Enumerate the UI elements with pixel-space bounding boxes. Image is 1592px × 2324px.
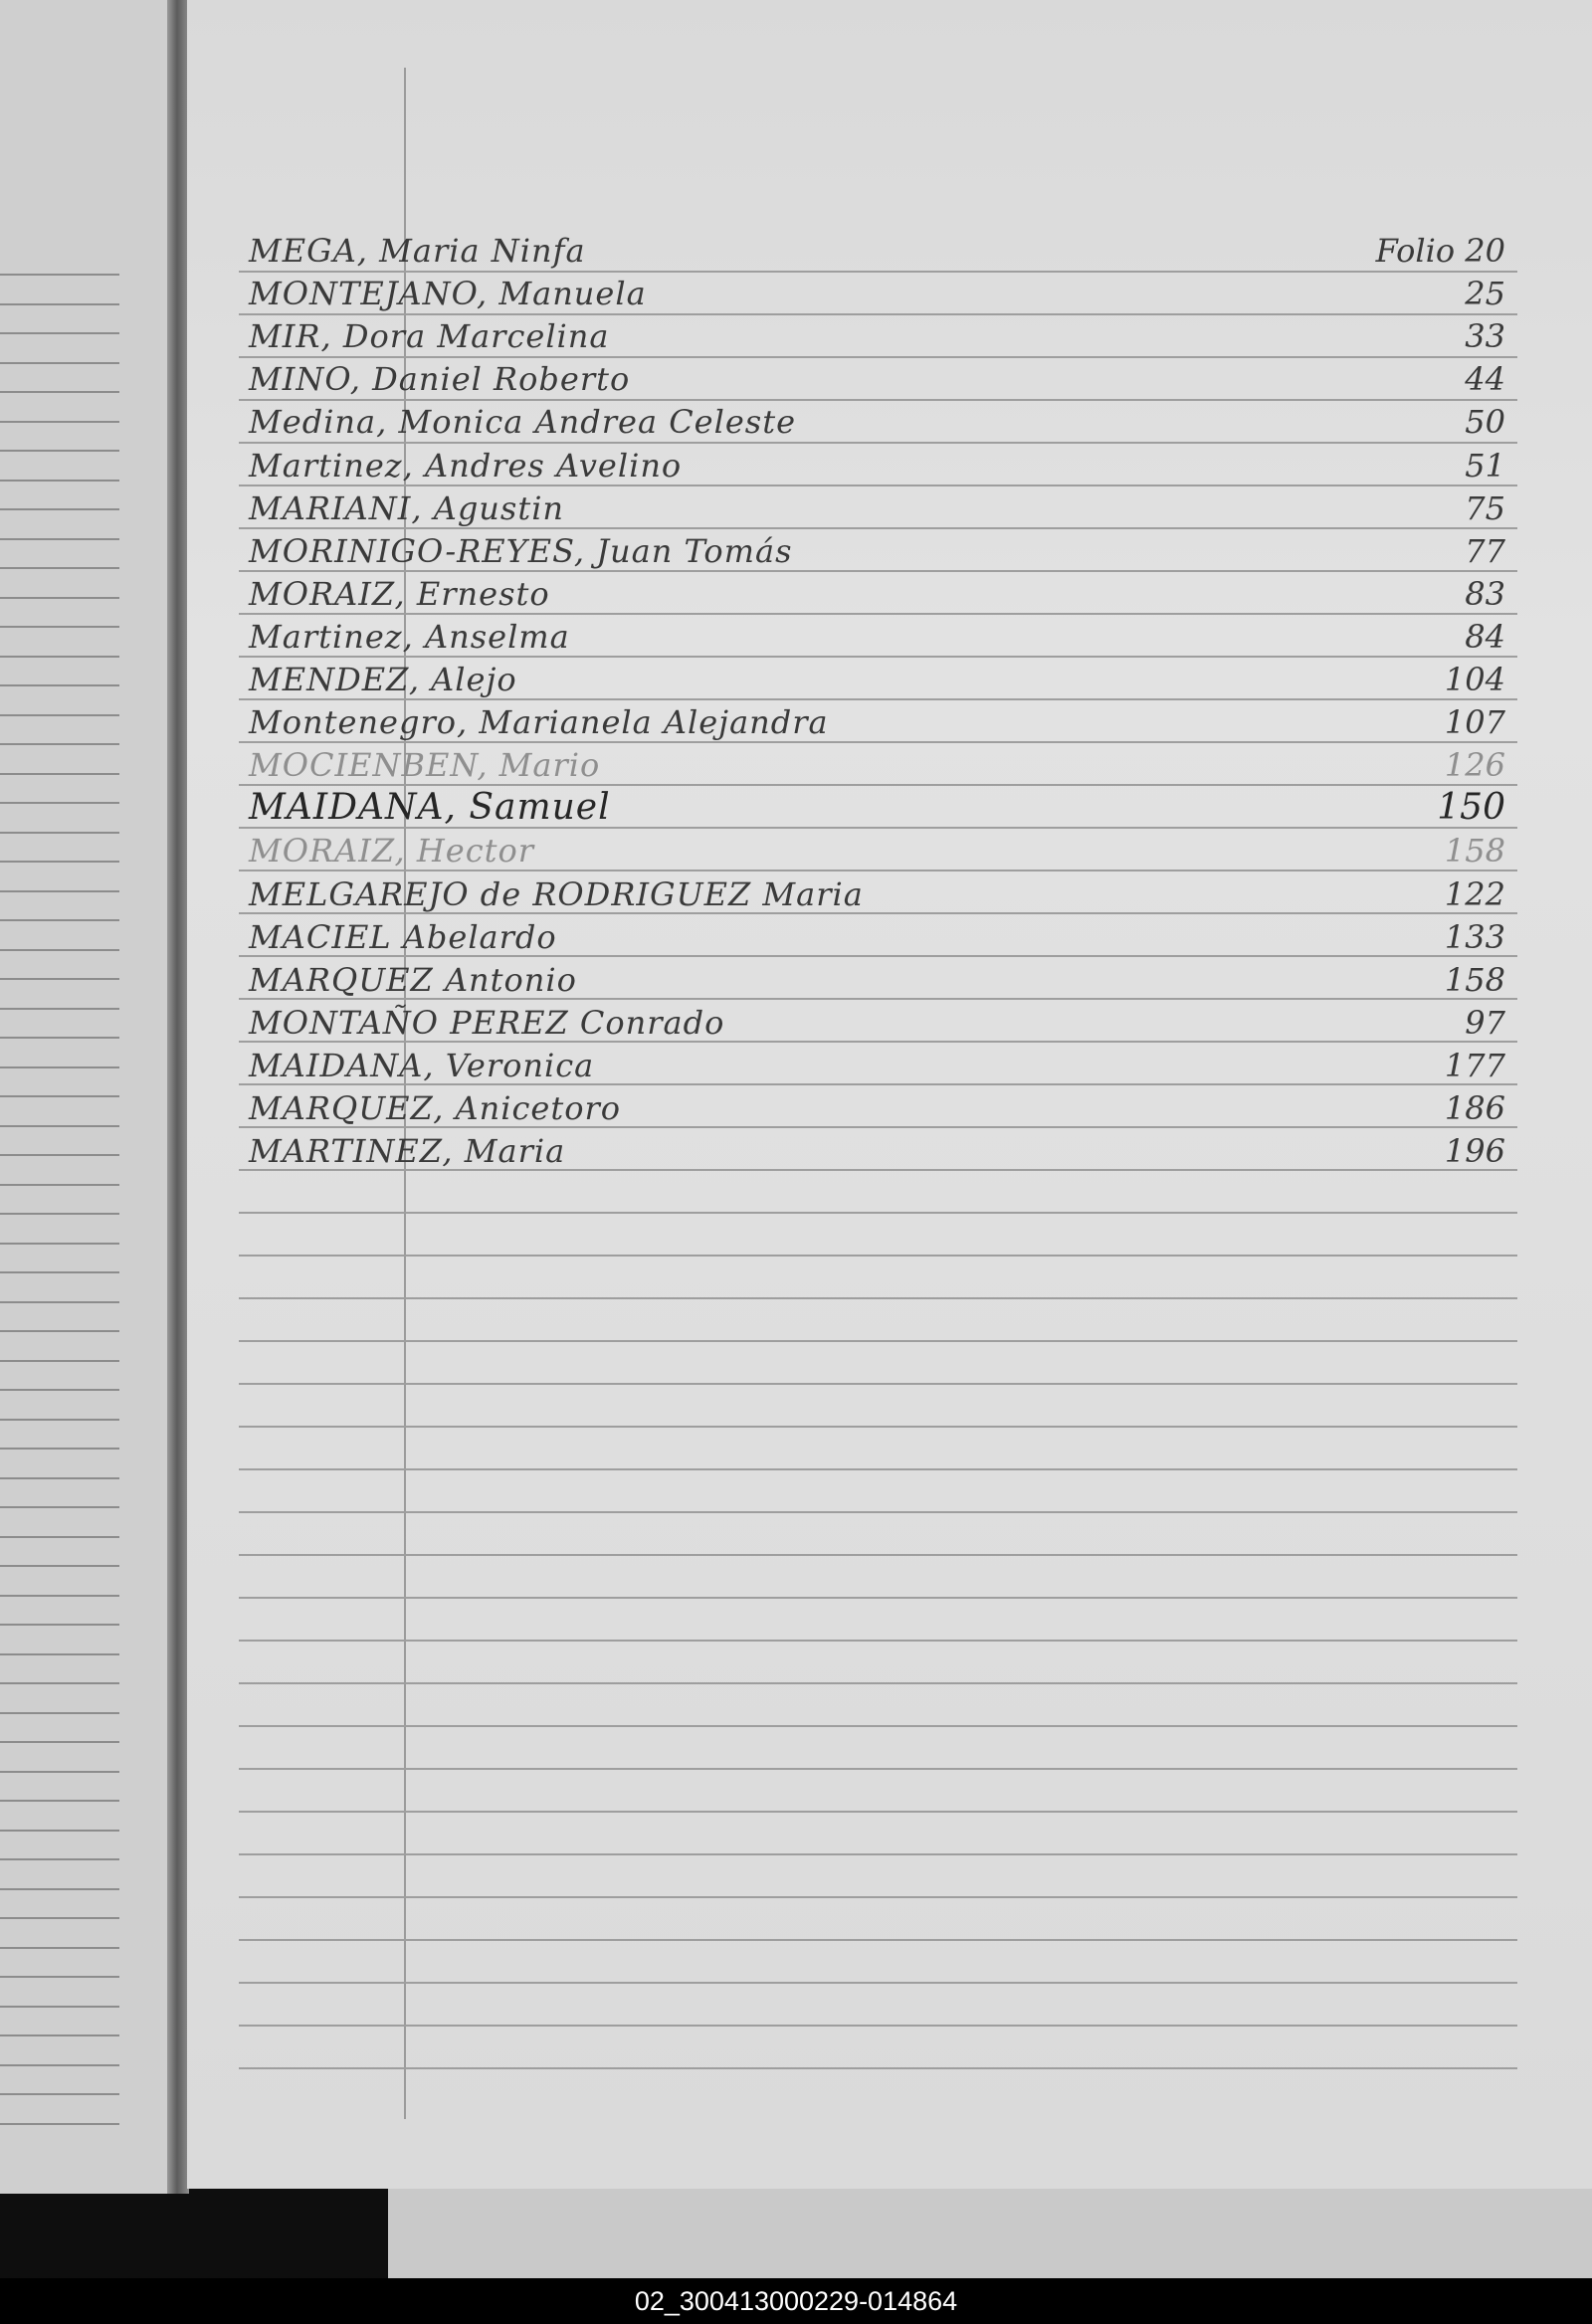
ruled-line [239, 1811, 1517, 1813]
entry-folio: Folio 20 [1375, 232, 1505, 270]
ruled-line [239, 1511, 1517, 1513]
ruled-line [239, 1682, 1517, 1684]
ruled-line [239, 2025, 1517, 2027]
entry-name: Montenegro, Marianela Alejandra [249, 703, 829, 741]
left-page-rule [0, 362, 119, 364]
left-page-rule [0, 1008, 119, 1010]
left-page-rule [0, 1565, 119, 1567]
entry-folio: 158 [1444, 832, 1505, 870]
ruled-line [239, 1554, 1517, 1556]
entry-folio: 77 [1465, 532, 1505, 570]
left-page-rule [0, 978, 119, 980]
left-page-rule [0, 1712, 119, 1714]
left-page-rule [0, 1947, 119, 1949]
entry-name: MARIANI, Agustin [249, 489, 565, 527]
entry-name: MONTEJANO, Manuela [249, 275, 647, 312]
left-page-rule [0, 421, 119, 423]
left-page-rule [0, 1037, 119, 1039]
left-page-rule [0, 1653, 119, 1655]
image-caption: 02_300413000229-014864 [0, 2278, 1592, 2324]
entry-folio: 126 [1444, 746, 1505, 784]
entry-folio: 83 [1465, 575, 1505, 613]
left-page-rule [0, 656, 119, 658]
entry-folio: 177 [1444, 1047, 1505, 1084]
ruled-line [239, 1212, 1517, 1214]
entry-name: Martinez, Andres Avelino [249, 447, 683, 484]
left-page-rule [0, 1330, 119, 1332]
left-page-rule [0, 743, 119, 745]
left-page-rule [0, 1360, 119, 1362]
left-page-rule [0, 861, 119, 863]
left-page-rule [0, 332, 119, 334]
entry-folio: 107 [1444, 703, 1505, 741]
ruled-line [239, 1725, 1517, 1727]
left-page-rule [0, 567, 119, 569]
left-page-rule [0, 2034, 119, 2036]
entry-name: MOCIENBEN, Mario [249, 746, 601, 784]
left-page-rule [0, 303, 119, 305]
entry-name: MELGAREJO de RODRIGUEZ Maria [249, 875, 864, 913]
entry-folio: 33 [1465, 317, 1505, 355]
entry-name: MARQUEZ Antonio [249, 961, 577, 999]
left-page-edge [0, 0, 178, 2194]
entry-name: MEGA, Maria Ninfa [249, 232, 586, 270]
left-page-rule [0, 684, 119, 686]
entry-folio: 196 [1444, 1132, 1505, 1170]
ruled-line [239, 1468, 1517, 1470]
left-page-rule [0, 1595, 119, 1597]
left-page-rule [0, 1271, 119, 1273]
ruled-line [239, 1297, 1517, 1299]
left-page-rule [0, 1095, 119, 1097]
left-page-rule [0, 890, 119, 892]
entry-name: MAIDANA, Samuel [249, 787, 611, 828]
left-page-rule [0, 450, 119, 452]
left-page-rule [0, 802, 119, 804]
entry-name: MACIEL Abelardo [249, 918, 557, 956]
ruled-line [239, 1768, 1517, 1770]
left-page-rule [0, 1448, 119, 1450]
left-page-rule [0, 1389, 119, 1391]
entry-name: MORINIGO-REYES, Juan Tomás [249, 532, 793, 570]
entry-folio: 186 [1444, 1089, 1505, 1127]
entry-folio: 25 [1465, 275, 1505, 312]
entry-folio: 133 [1444, 918, 1505, 956]
entry-name: MAIDANA, Veronica [249, 1047, 595, 1084]
ruled-line [239, 1896, 1517, 1898]
ruled-line [239, 1939, 1517, 1941]
left-page-rule [0, 949, 119, 951]
left-page-rule [0, 714, 119, 716]
entry-folio: 122 [1444, 875, 1505, 913]
left-page-rule [0, 538, 119, 540]
entry-name: MORAIZ, Ernesto [249, 575, 550, 613]
entry-folio: 50 [1465, 403, 1505, 441]
left-page-rule [0, 1506, 119, 1508]
entry-name: MORAIZ, Hector [249, 832, 535, 870]
entry-name: MARTINEZ, Maria [249, 1132, 566, 1170]
ruled-line [239, 1383, 1517, 1385]
entry-folio: 44 [1465, 360, 1505, 398]
ruled-line [239, 442, 1517, 444]
left-page-rule [0, 2064, 119, 2066]
left-page-rule [0, 1477, 119, 1479]
ruled-line [239, 1640, 1517, 1642]
entry-folio: 51 [1465, 447, 1505, 484]
left-page-rule [0, 1213, 119, 1215]
left-page-rule [0, 597, 119, 599]
entry-folio: 97 [1465, 1004, 1505, 1042]
left-page-rule [0, 1682, 119, 1684]
left-page-rule [0, 1184, 119, 1186]
entry-name: MINO, Daniel Roberto [249, 360, 631, 398]
left-page-rule [0, 1830, 119, 1832]
ruled-line [239, 1597, 1517, 1599]
left-page-rule [0, 508, 119, 510]
entry-folio: 158 [1444, 961, 1505, 999]
left-page-rule [0, 1741, 119, 1743]
left-page-rule [0, 274, 119, 276]
ruled-line [239, 1853, 1517, 1855]
entry-name: Medina, Monica Andrea Celeste [249, 403, 796, 441]
entry-folio: 150 [1437, 787, 1505, 828]
left-page-rule [0, 1536, 119, 1538]
left-page-rule [0, 391, 119, 393]
left-page-rule [0, 1771, 119, 1773]
entry-name: MARQUEZ, Anicetoro [249, 1089, 622, 1127]
entry-folio: 104 [1444, 661, 1505, 698]
ruled-line [239, 399, 1517, 401]
ruled-line [239, 271, 1517, 273]
ruled-line [239, 1982, 1517, 1984]
entry-name: MONTAÑO PEREZ Conrado [249, 1004, 725, 1042]
ruled-line [239, 356, 1517, 358]
entry-name: MIR, Dora Marcelina [249, 317, 610, 355]
left-page-rule [0, 626, 119, 628]
left-page-rule [0, 2123, 119, 2125]
left-page-rule [0, 1301, 119, 1303]
left-page-rule [0, 1243, 119, 1245]
entry-folio: 84 [1465, 618, 1505, 656]
left-page-rule [0, 1888, 119, 1890]
register-page [187, 0, 1592, 2189]
left-page-rule [0, 1154, 119, 1156]
entry-name: MENDEZ, Alejo [249, 661, 517, 698]
left-page-rule [0, 1066, 119, 1068]
ruled-line [239, 313, 1517, 315]
left-page-rule [0, 1917, 119, 1919]
left-page-rule [0, 2093, 119, 2095]
ruled-line [239, 2067, 1517, 2069]
left-page-rule [0, 1976, 119, 1978]
entry-folio: 75 [1465, 489, 1505, 527]
left-page-rule [0, 919, 119, 921]
ruled-line [239, 1340, 1517, 1342]
left-page-rule [0, 1624, 119, 1626]
left-page-rule [0, 1125, 119, 1127]
book-gutter [167, 0, 189, 2194]
background-dark [0, 2189, 398, 2278]
ruled-line [239, 1255, 1517, 1257]
left-page-rule [0, 1858, 119, 1860]
entry-name: Martinez, Anselma [249, 618, 570, 656]
left-page-rule [0, 1419, 119, 1421]
background-surface [388, 2189, 1592, 2278]
ruled-line [239, 1426, 1517, 1428]
left-page-rule [0, 1800, 119, 1802]
left-page-rule [0, 2006, 119, 2008]
left-page-rule [0, 832, 119, 834]
left-page-rule [0, 773, 119, 775]
left-page-rule [0, 480, 119, 482]
